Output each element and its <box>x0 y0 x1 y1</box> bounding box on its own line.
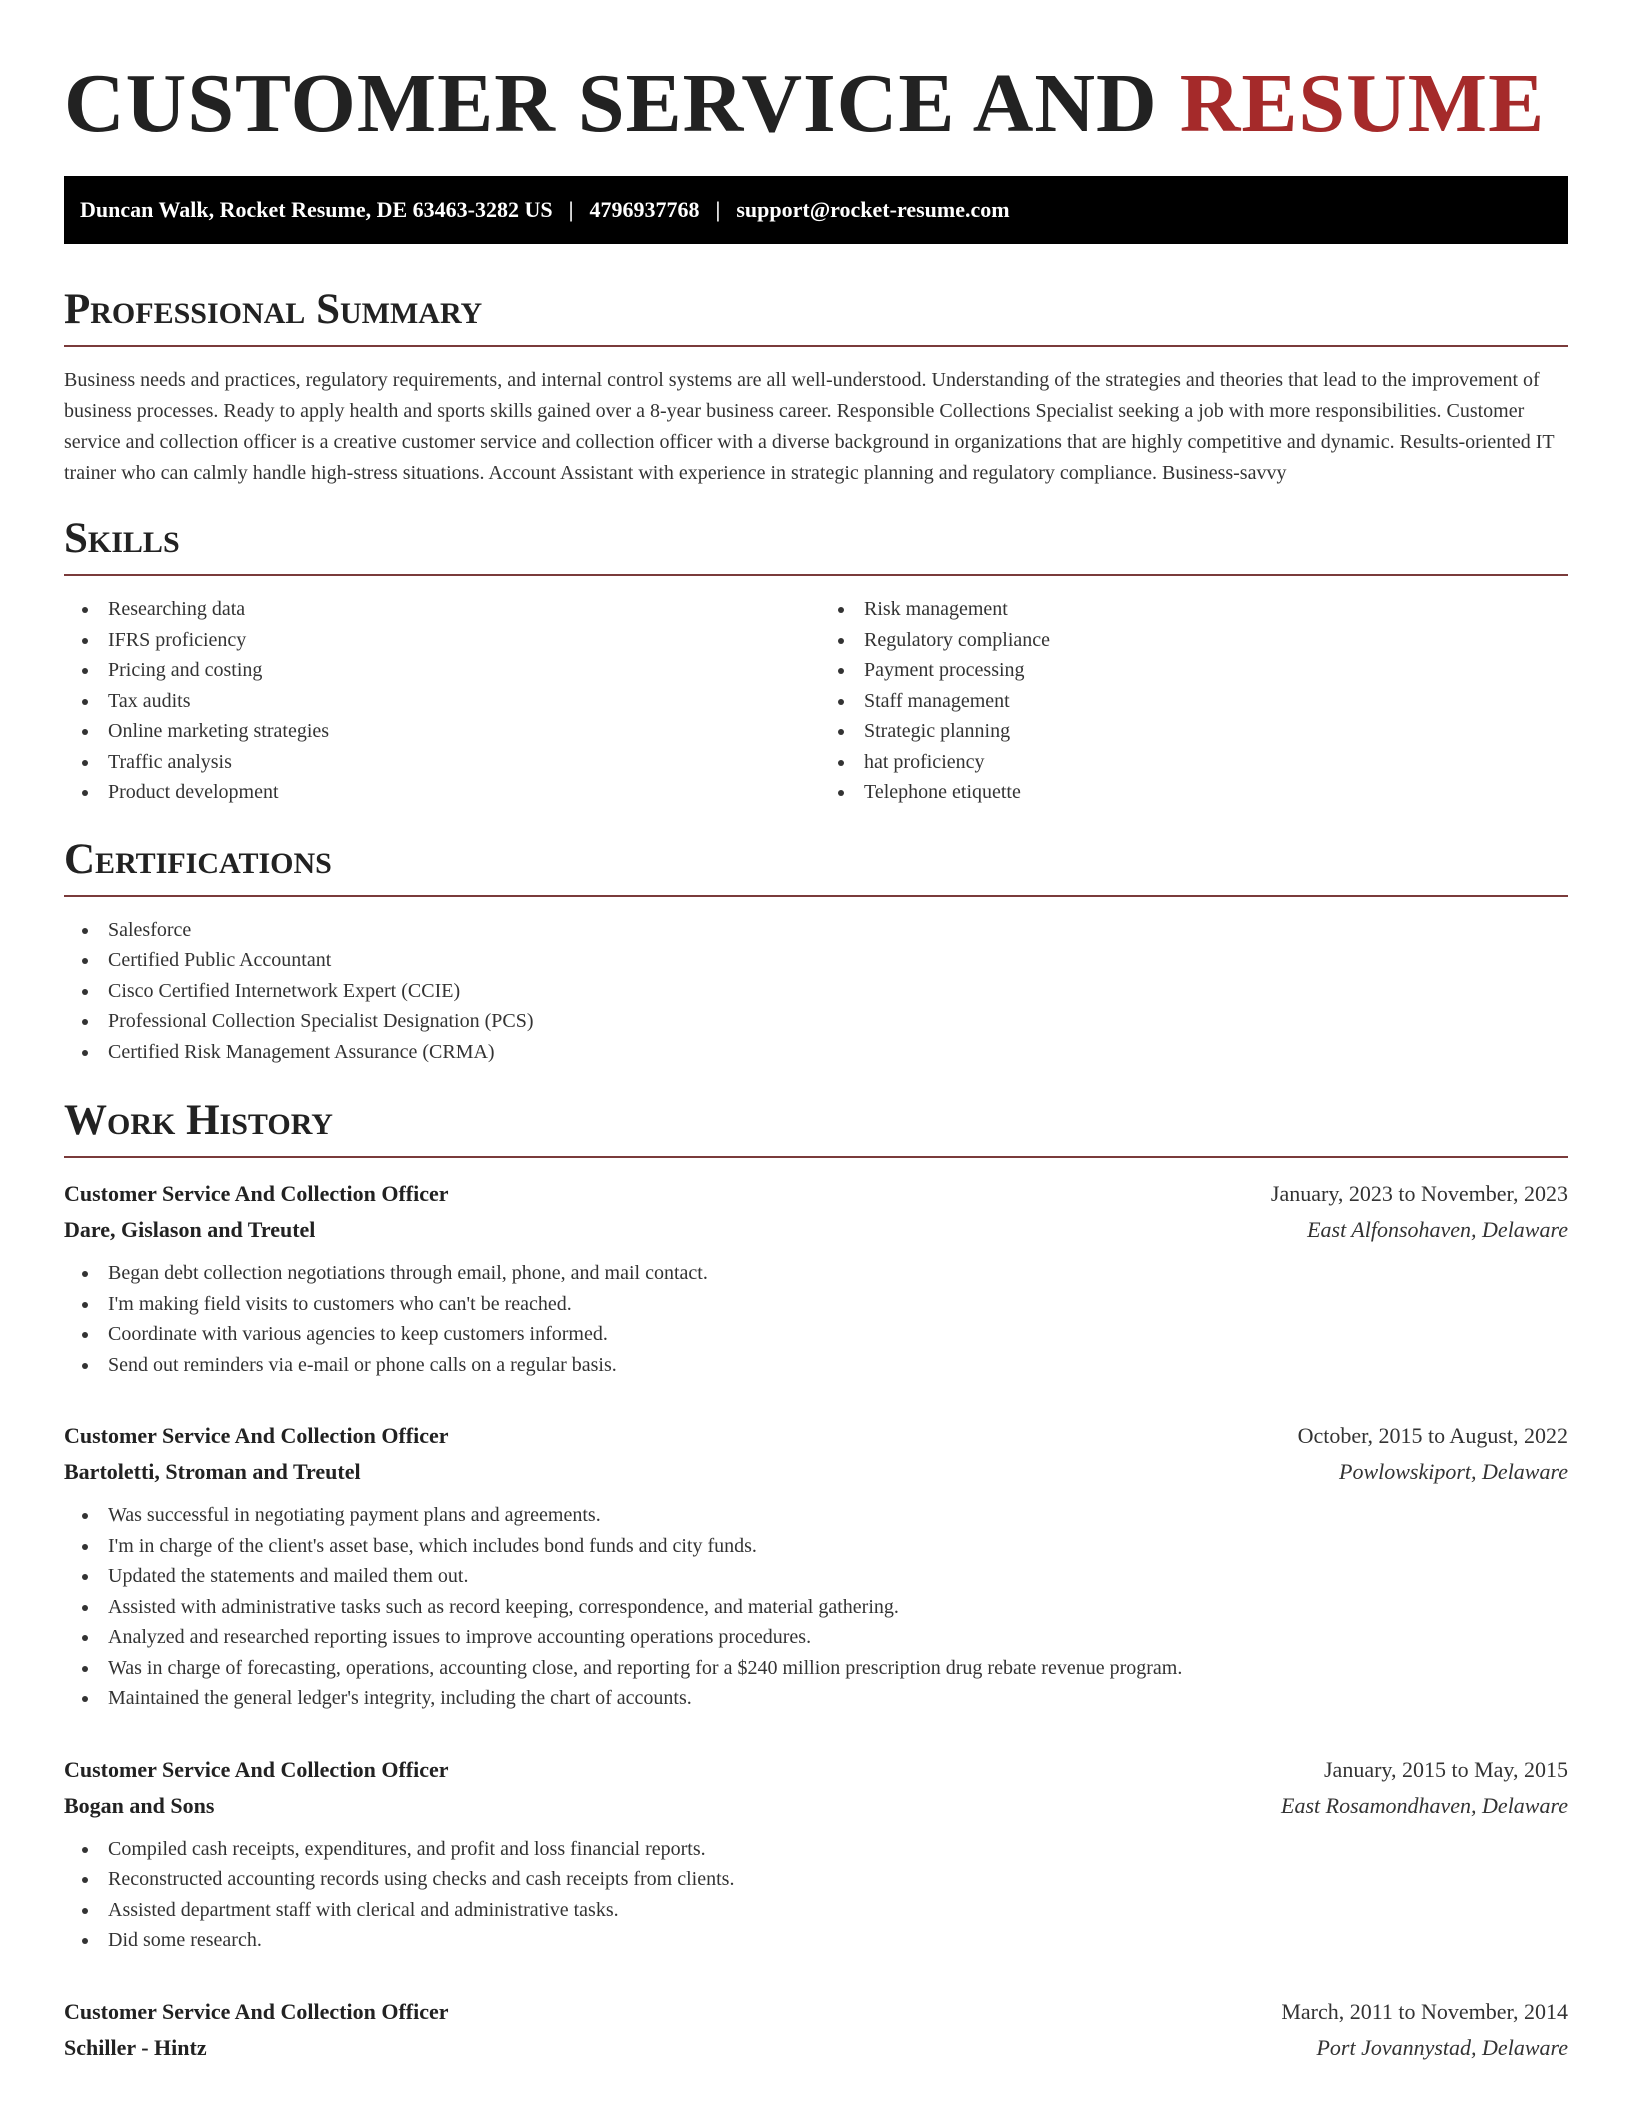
skill-item: Telephone etiquette <box>820 777 1568 808</box>
job-bullet: Reconstructed accounting records using checks and cash receipts from clients. <box>64 1864 1568 1895</box>
job-bullet: Coordinate with various agencies to keep customers informed. <box>64 1319 1568 1350</box>
skills-section <box>64 517 1568 808</box>
job-company-row <box>64 1212 1568 1248</box>
contact-email: support@rocket-resume.com <box>736 197 1010 222</box>
skills-grid <box>64 594 1568 808</box>
job-company: Schiller - Hintz <box>64 2034 207 2060</box>
contact-separator: | <box>715 197 721 222</box>
job-bullets <box>64 1258 1568 1380</box>
certification-item: Certified Public Accountant <box>64 945 1568 976</box>
certification-item: Cisco Certified Internetwork Expert (CCIE) <box>64 976 1568 1007</box>
skills-list-right <box>816 594 1568 808</box>
title-main: CUSTOMER SERVICE AND <box>64 57 1180 150</box>
skill-item: Tax audits <box>64 686 816 717</box>
job-bullet: Assisted department staff with clerical and administrative tasks. <box>64 1895 1568 1926</box>
job-entry <box>64 1176 1568 1380</box>
work-history-section <box>64 1099 1568 2066</box>
certifications-section <box>64 835 1568 1068</box>
job-bullet: Analyzed and researched reporting issues to improve accounting operations procedures. <box>64 1622 1568 1653</box>
skill-item: Payment processing <box>820 655 1568 686</box>
job-title: Customer Service And Collection Officer <box>64 1756 449 1782</box>
job-bullet: Updated the statements and mailed them out. <box>64 1561 1568 1592</box>
job-dates: January, 2015 to May, 2015 <box>1324 1756 1568 1782</box>
job-bullet: Was in charge of forecasting, operations, accounting close, and reporting for a $240 million prescription drug rebate revenue program. <box>64 1653 1568 1684</box>
job-company-row <box>64 1454 1568 1490</box>
job-bullet: I'm making field visits to customers who can't be reached. <box>64 1289 1568 1320</box>
contact-phone: 4796937768 <box>589 197 700 222</box>
job-bullet: Maintained the general ledger's integrity, including the chart of accounts. <box>64 1683 1568 1714</box>
skill-item: Strategic planning <box>820 716 1568 747</box>
title-accent: RESUME <box>1179 57 1546 150</box>
job-bullets <box>64 1500 1568 1714</box>
skill-item: Regulatory compliance <box>820 625 1568 656</box>
job-title: Customer Service And Collection Officer <box>64 1423 449 1448</box>
job-location: Port Jovannystad, Delaware <box>1316 2034 1568 2060</box>
job-dates: October, 2015 to August, 2022 <box>1297 1423 1568 1448</box>
job-bullets <box>64 1834 1568 1956</box>
job-bullet: Compiled cash receipts, expenditures, and profit and loss financial reports. <box>64 1834 1568 1865</box>
job-location: Powlowskiport, Delaware <box>1339 1459 1568 1484</box>
job-header-row <box>64 1994 1568 2030</box>
skills-heading: Skills <box>64 517 1568 576</box>
job-header-row <box>64 1752 1568 1788</box>
skill-item: Researching data <box>64 594 816 625</box>
resume-title <box>64 0 1568 176</box>
job-entry <box>64 1752 1568 1956</box>
job-company: Bogan and Sons <box>64 1792 215 1818</box>
contact-bar <box>64 176 1568 244</box>
work-history-heading: Work History <box>64 1099 1568 1158</box>
job-company-row <box>64 2030 1568 2066</box>
summary-text: Business needs and practices, regulatory requirements, and internal control systems are all well-understood. Understanding of the strategies and theories that lead to the improvement of business processes. Ready to apply health and sports skills gained over a 8-year business career. Responsible Collections Specialist seeking a job with more responsibilities. Customer service and collection officer is a creative customer service and collection officer with a diverse background in organizations that are highly competitive and dynamic. Results-oriented IT trainer who can calmly handle high-stress situations. Account Assistant with experience in strategic planning and regulatory compliance. Business-savvy <box>64 369 1555 484</box>
job-header-row <box>64 1418 1568 1454</box>
job-company: Bartoletti, Stroman and Treutel <box>64 1459 361 1484</box>
skill-item: Staff management <box>820 686 1568 717</box>
job-entry <box>64 1418 1568 1714</box>
job-company: Dare, Gislason and Treutel <box>64 1217 316 1242</box>
contact-separator: | <box>568 197 574 222</box>
job-entry <box>64 1994 1568 2066</box>
job-company-row <box>64 1788 1568 1824</box>
summary-heading: Professional Summary <box>64 288 1568 347</box>
job-location: East Alfonsohaven, Delaware <box>1307 1217 1568 1242</box>
skill-item: hat proficiency <box>820 747 1568 778</box>
skill-item: Pricing and costing <box>64 655 816 686</box>
job-bullet: Did some research. <box>64 1925 1568 1956</box>
job-dates: March, 2011 to November, 2014 <box>1281 1998 1568 2024</box>
certifications-list <box>64 915 1568 1068</box>
skill-item: Traffic analysis <box>64 747 816 778</box>
certification-item: Salesforce <box>64 915 1568 946</box>
certification-item: Certified Risk Management Assurance (CRMA) <box>64 1037 1568 1068</box>
skill-item: IFRS proficiency <box>64 625 816 656</box>
job-header-row <box>64 1176 1568 1212</box>
certification-item: Professional Collection Specialist Designation (PCS) <box>64 1006 1568 1037</box>
summary-section <box>64 288 1568 489</box>
job-bullet: Began debt collection negotiations through email, phone, and mail contact. <box>64 1258 1568 1289</box>
contact-address: Duncan Walk, Rocket Resume, DE 63463-3282 US <box>80 197 553 222</box>
skill-item: Risk management <box>820 594 1568 625</box>
job-title: Customer Service And Collection Officer <box>64 1998 449 2024</box>
certifications-heading: Certifications <box>64 838 1568 897</box>
skill-item: Online marketing strategies <box>64 716 816 747</box>
job-bullet: Send out reminders via e-mail or phone calls on a regular basis. <box>64 1350 1568 1381</box>
job-bullet: Was successful in negotiating payment plans and agreements. <box>64 1500 1568 1531</box>
job-dates: January, 2023 to November, 2023 <box>1270 1181 1568 1206</box>
skill-item: Product development <box>64 777 816 808</box>
job-bullet: I'm in charge of the client's asset base, which includes bond funds and city funds. <box>64 1531 1568 1562</box>
job-bullet: Assisted with administrative tasks such as record keeping, correspondence, and material gathering. <box>64 1592 1568 1623</box>
job-title: Customer Service And Collection Officer <box>64 1181 449 1206</box>
skills-list-left <box>64 594 816 808</box>
job-location: East Rosamondhaven, Delaware <box>1281 1792 1568 1818</box>
